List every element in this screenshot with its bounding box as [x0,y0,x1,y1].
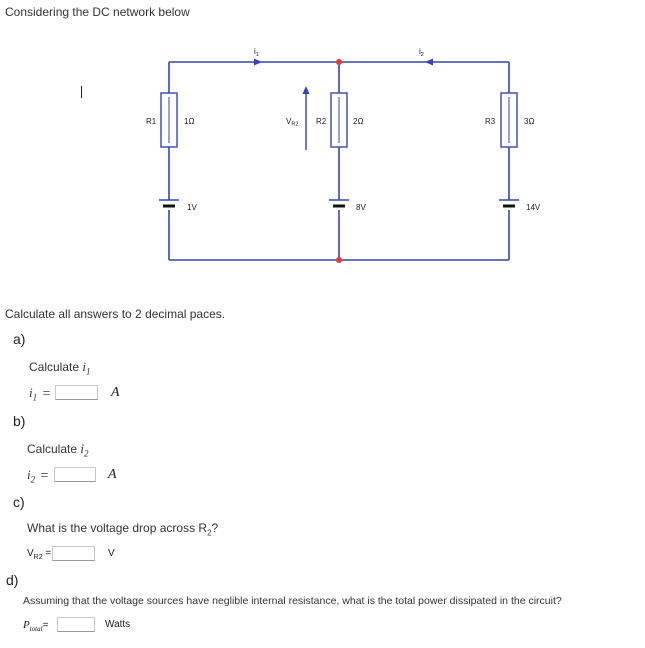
answer-i1-input[interactable] [55,385,98,400]
part-b-letter: b) [13,413,26,429]
part-b-unit: A [108,467,117,482]
vr2-arrow-head [303,86,310,94]
part-d-letter: d) [6,572,19,588]
part-c-prompt: What is the voltage drop across $R_2$? [27,521,219,538]
v1-label: 1V [187,203,197,212]
part-c-letter: c) [13,494,25,510]
answer-ptotal-input[interactable] [57,617,95,632]
node-top [336,59,342,65]
part-b-equation: $i_2$ = [27,467,49,485]
intro-text: Considering the DC network below [5,5,190,19]
part-b-prompt: Calculate $i_2$ [27,441,89,459]
circuit-wires [169,62,509,260]
battery-1 [159,200,179,206]
v2-label: 8V [356,203,366,212]
circuit-diagram [0,0,645,300]
r3-value: 3Ω [524,117,535,126]
part-a-unit: A [111,385,120,400]
r2-label: R2 [316,117,327,126]
r1-value: 1Ω [184,117,195,126]
v3-label: 14V [526,203,541,212]
arrow-i1 [254,59,262,66]
part-a-equation: $i_1$ = [29,385,51,403]
i1-label: $i_1$ [254,47,259,58]
part-d-prompt: Assuming that the voltage sources have neglible internal resistance, what is the total power dissipated in the circuit? [23,595,562,607]
answer-i2-input[interactable] [54,467,96,482]
battery-3 [499,200,519,206]
i2-label: $i_2$ [419,47,424,58]
answer-vr2-input[interactable] [52,546,95,561]
instructions-text: Calculate all answers to 2 decimal paces. [5,307,226,321]
r1-label: R1 [146,117,157,126]
part-c-equation: $V_{R2}$ = [27,548,52,561]
arrow-i2 [425,59,433,66]
part-a-prompt: Calculate $i_1$ [29,359,91,377]
part-c-unit: V [108,548,115,559]
part-a-letter: a) [13,331,26,347]
battery-2 [329,200,349,206]
vr2-label: VR2 [286,117,299,128]
part-d-unit: Watts [105,619,131,630]
r3-label: R3 [485,117,496,126]
r2-value: 2Ω [353,117,364,126]
part-d-equation: $P_{total}=$ [23,619,49,633]
node-bottom [336,257,342,263]
